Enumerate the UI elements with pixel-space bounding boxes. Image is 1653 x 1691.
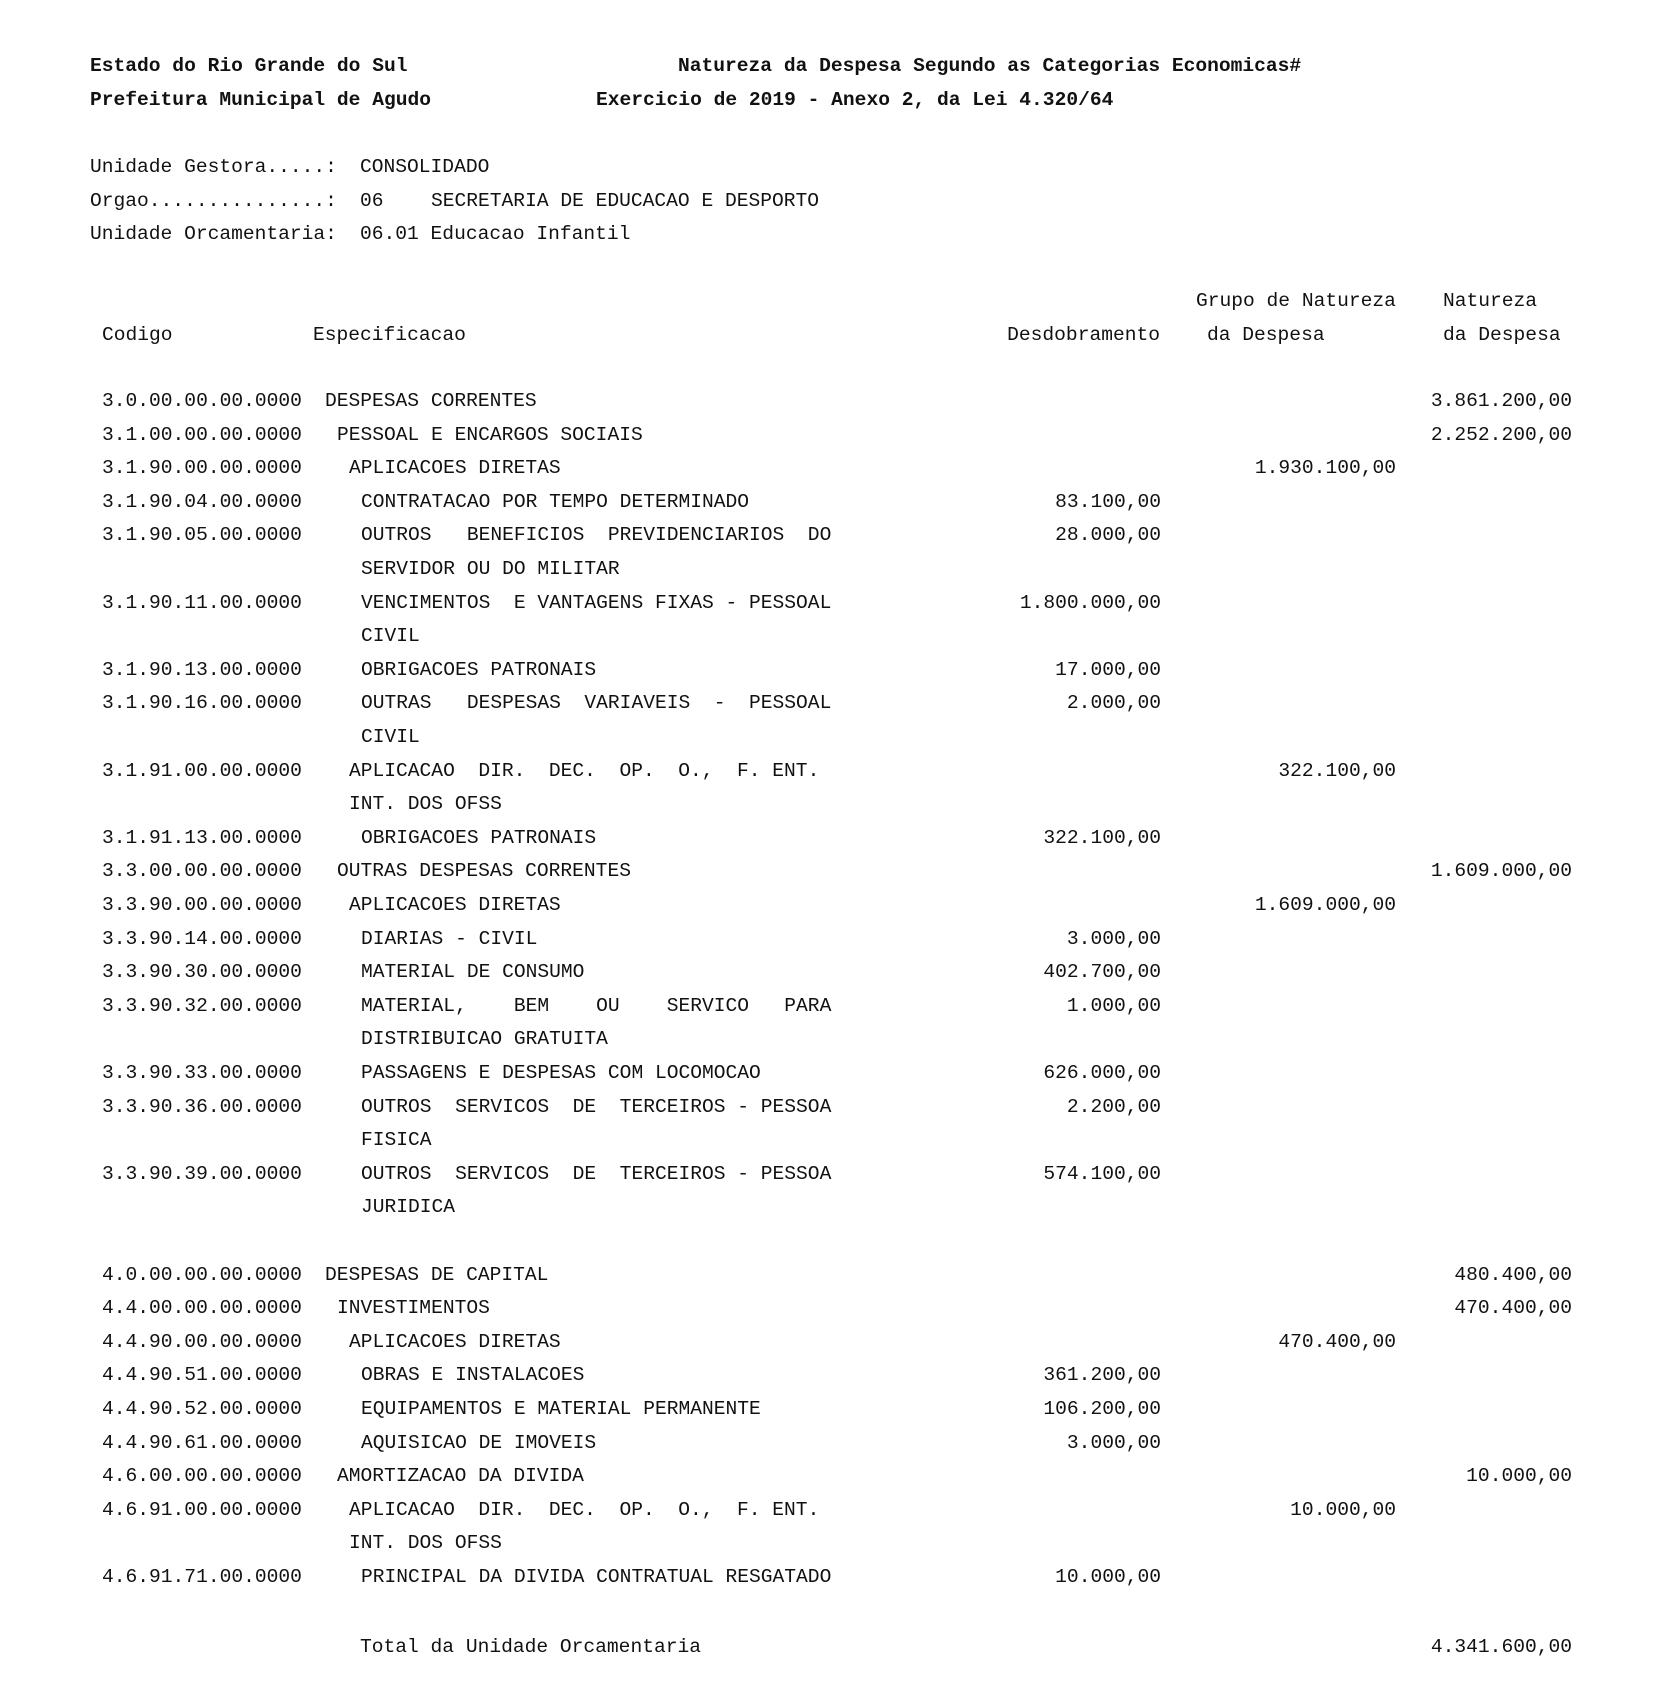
row-grupo-natureza: 470.400,00 — [1278, 1331, 1396, 1353]
row-description: PASSAGENS E DESPESAS COM LOCOMOCAO — [361, 1062, 761, 1084]
row-natureza: 3.861.200,00 — [1430, 390, 1572, 412]
row-natureza: 2.252.200,00 — [1430, 424, 1572, 446]
row-description: OUTROS SERVICOS DE TERCEIROS - PESSOA — [361, 1163, 832, 1185]
row-grupo-natureza: 322.100,00 — [1278, 760, 1396, 782]
row-description: CIVIL — [361, 726, 420, 748]
unidade-orcamentaria-value: 06.01 Educacao Infantil — [360, 223, 631, 245]
row-code: 3.3.90.33.00.0000 — [102, 1062, 302, 1084]
header-state: Estado do Rio Grande do Sul — [90, 55, 408, 77]
row-code: 4.4.90.00.00.0000 — [102, 1331, 302, 1353]
row-code: 3.3.00.00.00.0000 — [102, 860, 302, 882]
total-value: 4.341.600,00 — [1430, 1636, 1572, 1658]
row-desdobramento: 3.000,00 — [1066, 1432, 1161, 1454]
row-description: FISICA — [361, 1129, 432, 1151]
row-description: PRINCIPAL DA DIVIDA CONTRATUAL RESGATADO — [361, 1566, 832, 1588]
row-code: 3.1.90.16.00.0000 — [102, 692, 302, 714]
row-grupo-natureza: 10.000,00 — [1290, 1499, 1396, 1521]
column-header-desdobramento: Desdobramento — [1007, 324, 1160, 346]
row-desdobramento: 2.000,00 — [1066, 692, 1161, 714]
row-code: 3.3.90.32.00.0000 — [102, 995, 302, 1017]
row-description: APLICACOES DIRETAS — [349, 894, 561, 916]
row-code: 3.3.90.39.00.0000 — [102, 1163, 302, 1185]
row-grupo-natureza: 1.609.000,00 — [1254, 894, 1396, 916]
row-code: 3.3.90.00.00.0000 — [102, 894, 302, 916]
row-description: DESPESAS CORRENTES — [325, 390, 537, 412]
row-description: AQUISICAO DE IMOVEIS — [361, 1432, 597, 1454]
row-code: 3.1.91.13.00.0000 — [102, 827, 302, 849]
unidade-orcamentaria-label: Unidade Orcamentaria: — [90, 223, 337, 245]
row-desdobramento: 83.100,00 — [1055, 491, 1161, 513]
row-description: DESPESAS DE CAPITAL — [325, 1264, 549, 1286]
row-description: AMORTIZACAO DA DIVIDA — [337, 1465, 584, 1487]
row-desdobramento: 28.000,00 — [1055, 524, 1161, 546]
total-label: Total da Unidade Orcamentaria — [360, 1636, 701, 1658]
row-desdobramento: 3.000,00 — [1066, 928, 1161, 950]
row-code: 3.0.00.00.00.0000 — [102, 390, 302, 412]
row-code: 4.0.00.00.00.0000 — [102, 1264, 302, 1286]
report-subtitle: Exercicio de 2019 - Anexo 2, da Lei 4.320/64 — [596, 89, 1114, 111]
row-description: OBRIGACOES PATRONAIS — [361, 827, 597, 849]
row-desdobramento: 10.000,00 — [1055, 1566, 1161, 1588]
header-municipality: Prefeitura Municipal de Agudo — [90, 89, 431, 111]
row-description: DIARIAS - CIVIL — [361, 928, 538, 950]
row-description: INVESTIMENTOS — [337, 1297, 490, 1319]
row-code: 4.6.00.00.00.0000 — [102, 1465, 302, 1487]
row-grupo-natureza: 1.930.100,00 — [1254, 457, 1396, 479]
orgao-label: Orgao...............: — [90, 190, 337, 212]
row-description: EQUIPAMENTOS E MATERIAL PERMANENTE — [361, 1398, 761, 1420]
row-description: PESSOAL E ENCARGOS SOCIAIS — [337, 424, 643, 446]
row-description: INT. DOS OFSS — [349, 793, 502, 815]
row-code: 3.1.91.00.00.0000 — [102, 760, 302, 782]
column-header-natureza-line2: da Despesa — [1443, 324, 1561, 346]
row-description: OBRAS E INSTALACOES — [361, 1364, 585, 1386]
column-header-grupo-line2: da Despesa — [1207, 324, 1325, 346]
row-desdobramento: 106.200,00 — [1043, 1398, 1161, 1420]
row-description: OBRIGACOES PATRONAIS — [361, 659, 597, 681]
row-desdobramento: 322.100,00 — [1043, 827, 1161, 849]
row-desdobramento: 1.800.000,00 — [1019, 592, 1161, 614]
row-description: MATERIAL, BEM OU SERVICO PARA — [361, 995, 832, 1017]
row-description: OUTRAS DESPESAS CORRENTES — [337, 860, 631, 882]
row-code: 3.1.90.04.00.0000 — [102, 491, 302, 513]
row-natureza: 1.609.000,00 — [1430, 860, 1572, 882]
column-header-grupo-line1: Grupo de Natureza — [1196, 290, 1396, 312]
row-natureza: 480.400,00 — [1454, 1264, 1572, 1286]
row-description: APLICACOES DIRETAS — [349, 457, 561, 479]
row-description: VENCIMENTOS E VANTAGENS FIXAS - PESSOAL — [361, 592, 832, 614]
row-description: APLICACAO DIR. DEC. OP. O., F. ENT. — [349, 760, 820, 782]
row-code: 3.1.90.13.00.0000 — [102, 659, 302, 681]
row-description: OUTROS SERVICOS DE TERCEIROS - PESSOA — [361, 1096, 832, 1118]
row-natureza: 470.400,00 — [1454, 1297, 1572, 1319]
report-title: Natureza da Despesa Segundo as Categorias Economicas# — [678, 55, 1302, 77]
column-header-natureza-line1: Natureza — [1443, 290, 1538, 312]
row-description: OUTRAS DESPESAS VARIAVEIS - PESSOAL — [361, 692, 832, 714]
row-code: 4.4.00.00.00.0000 — [102, 1297, 302, 1319]
column-header-especificacao: Especificacao — [313, 324, 466, 346]
unidade-gestora-label: Unidade Gestora.....: — [90, 156, 337, 178]
row-desdobramento: 402.700,00 — [1043, 961, 1161, 983]
row-code: 3.3.90.36.00.0000 — [102, 1096, 302, 1118]
row-description: JURIDICA — [361, 1196, 456, 1218]
unidade-gestora-value: CONSOLIDADO — [360, 156, 490, 178]
row-code: 4.6.91.71.00.0000 — [102, 1566, 302, 1588]
row-code: 4.6.91.00.00.0000 — [102, 1499, 302, 1521]
row-desdobramento: 17.000,00 — [1055, 659, 1161, 681]
row-code: 3.3.90.30.00.0000 — [102, 961, 302, 983]
row-description: APLICACAO DIR. DEC. OP. O., F. ENT. — [349, 1499, 820, 1521]
row-description: APLICACOES DIRETAS — [349, 1331, 561, 1353]
row-description: SERVIDOR OU DO MILITAR — [361, 558, 620, 580]
row-code: 3.3.90.14.00.0000 — [102, 928, 302, 950]
row-description: CIVIL — [361, 625, 420, 647]
row-desdobramento: 2.200,00 — [1066, 1096, 1161, 1118]
row-code: 4.4.90.61.00.0000 — [102, 1432, 302, 1454]
row-natureza: 10.000,00 — [1466, 1465, 1572, 1487]
orgao-code: 06 — [360, 190, 384, 212]
row-description: CONTRATACAO POR TEMPO DETERMINADO — [361, 491, 750, 513]
row-code: 3.1.90.11.00.0000 — [102, 592, 302, 614]
row-desdobramento: 361.200,00 — [1043, 1364, 1161, 1386]
row-code: 4.4.90.52.00.0000 — [102, 1398, 302, 1420]
row-code: 4.4.90.51.00.0000 — [102, 1364, 302, 1386]
row-code: 3.1.00.00.00.0000 — [102, 424, 302, 446]
column-header-codigo: Codigo — [102, 324, 173, 346]
row-desdobramento: 1.000,00 — [1066, 995, 1161, 1017]
row-description: DISTRIBUICAO GRATUITA — [361, 1028, 608, 1050]
orgao-name: SECRETARIA DE EDUCACAO E DESPORTO — [431, 190, 820, 212]
row-code: 3.1.90.05.00.0000 — [102, 524, 302, 546]
row-desdobramento: 574.100,00 — [1043, 1163, 1161, 1185]
row-description: OUTROS BENEFICIOS PREVIDENCIARIOS DO — [361, 524, 832, 546]
row-description: MATERIAL DE CONSUMO — [361, 961, 585, 983]
row-desdobramento: 626.000,00 — [1043, 1062, 1161, 1084]
row-description: INT. DOS OFSS — [349, 1532, 502, 1554]
row-code: 3.1.90.00.00.0000 — [102, 457, 302, 479]
